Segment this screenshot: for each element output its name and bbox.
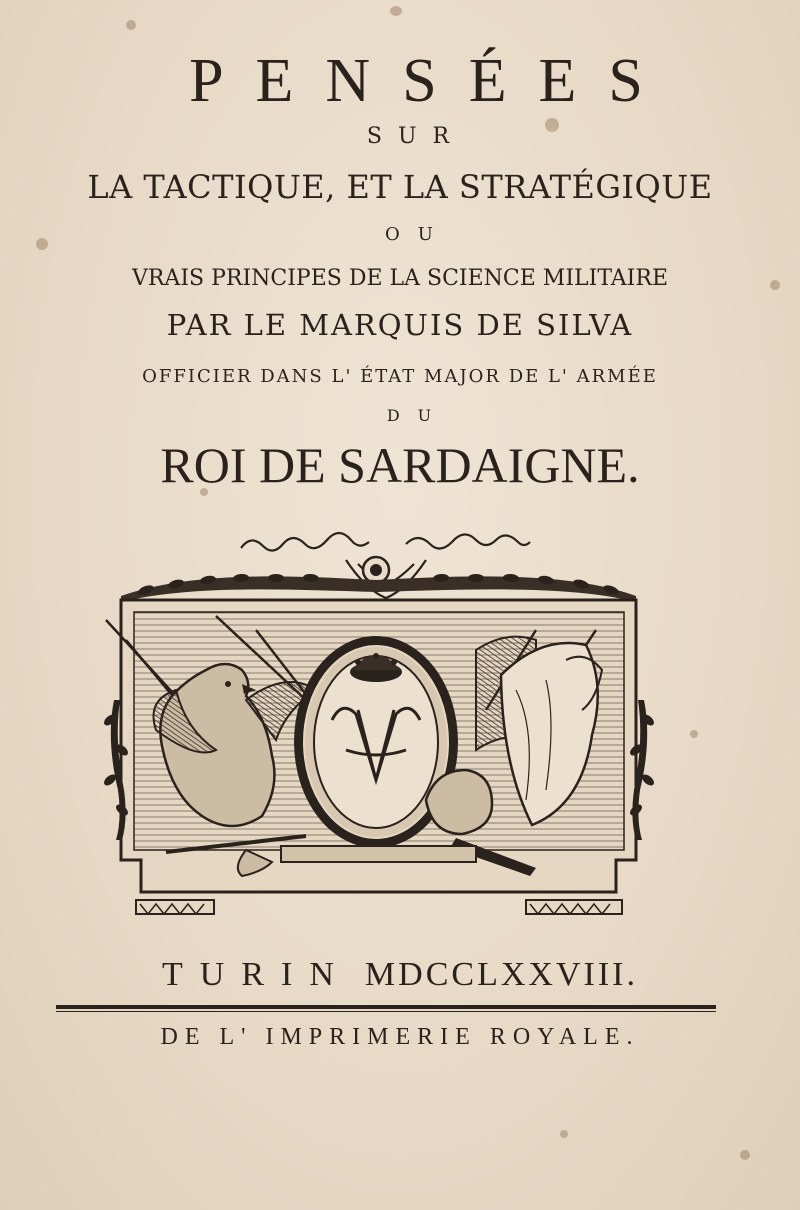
- double-rule-thin: [56, 1011, 716, 1012]
- foxing-spot: [390, 6, 402, 16]
- foxing-spot: [740, 1150, 750, 1160]
- foxing-spot: [560, 1130, 568, 1138]
- pedestal: [281, 846, 476, 862]
- double-rule-thick: [56, 1005, 716, 1009]
- foxing-spot: [690, 730, 698, 738]
- connector-du: DU: [386, 406, 450, 425]
- imprint-place-year: [0, 956, 800, 994]
- author-role: OFFICIER DANS L' ÉTAT MAJOR DE L' ARMÉE: [142, 366, 658, 387]
- foxing-spot: [126, 20, 136, 30]
- author-line: PAR LE MARQUIS DE SILVA: [166, 308, 634, 342]
- king-line: ROI DE SARDAIGNE.: [160, 437, 640, 493]
- imprint-year: MDCCLXXVIII.: [364, 956, 638, 993]
- subtitle-2: VRAIS PRINCIPES DE LA SCIENCE MILITAIRE: [131, 266, 668, 291]
- connector-sur: SUR: [366, 124, 466, 149]
- book-title: PENSÉES: [189, 47, 675, 115]
- connector-ou: OU: [385, 224, 451, 245]
- engraved-vignette: [96, 520, 676, 930]
- printer-line: DE L' IMPRIMERIE ROYALE.: [160, 1024, 640, 1050]
- imprint-place: TURIN: [162, 956, 351, 993]
- subtitle: LA TACTIQUE, ET LA STRATÉGIQUE: [87, 168, 713, 206]
